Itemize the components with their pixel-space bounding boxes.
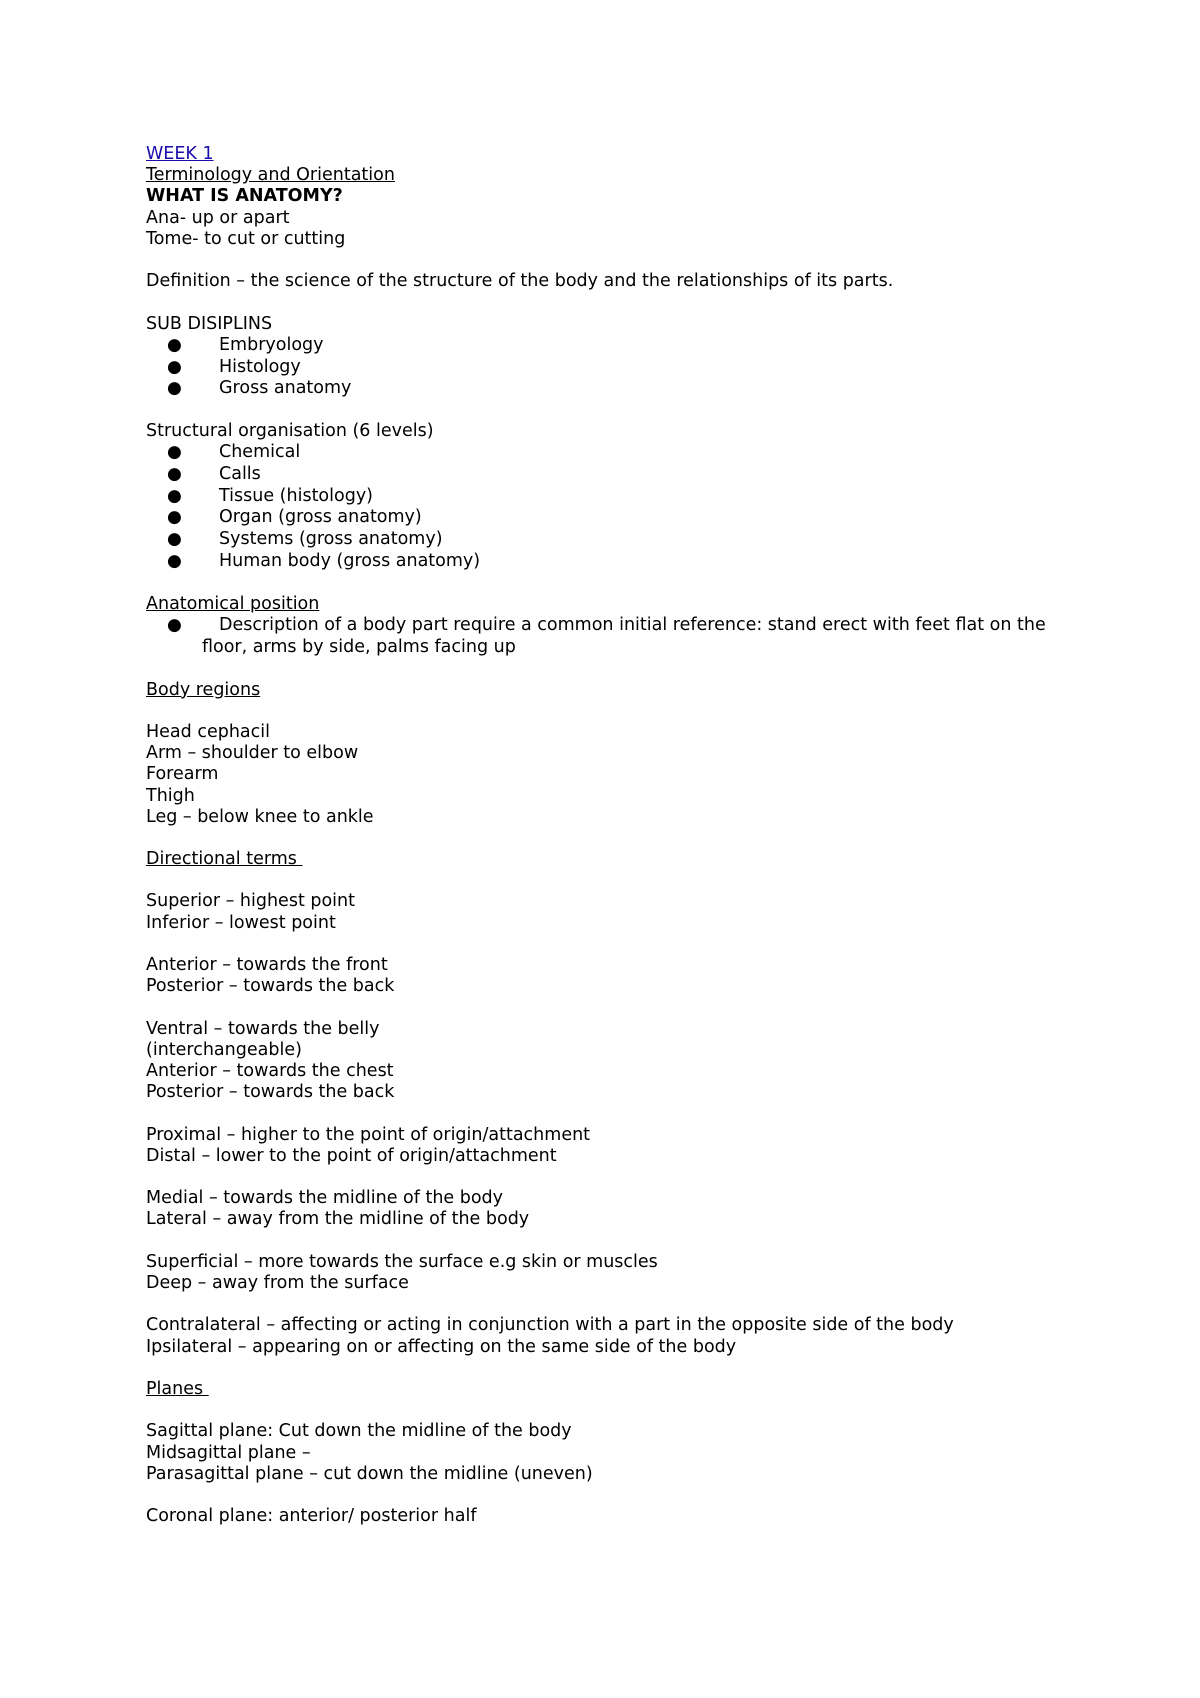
directional-line: Medial – towards the midline of the body: [146, 1188, 504, 1209]
spacer: [146, 828, 1076, 849]
body-region-line: Thigh: [146, 785, 195, 806]
planes-heading: Planes: [146, 1379, 209, 1400]
week-link[interactable]: WEEK 1: [146, 144, 214, 164]
spacer: [146, 1294, 1076, 1315]
subdisciplines-list: [146, 335, 1076, 400]
spacer: [146, 250, 1076, 271]
directional-line: Posterior – towards the back: [146, 1082, 395, 1103]
section-heading: WHAT IS ANATOMY?: [146, 186, 343, 207]
spacer: [146, 1103, 1076, 1124]
bullet-icon: ●: [167, 442, 182, 463]
spacer: [146, 1485, 1076, 1506]
spacer: [146, 1400, 1076, 1421]
directional-line: Distal – lower to the point of origin/attachment: [146, 1145, 557, 1166]
anatomical-position-heading: Anatomical position: [146, 593, 320, 614]
bullet-icon: ●: [167, 529, 182, 550]
list-item: ● Histology: [167, 356, 301, 377]
plane-line: Sagittal plane: Cut down the midline of the body: [146, 1421, 572, 1442]
bullet-icon: ●: [167, 614, 182, 635]
body-region-line: Head cephacil: [146, 721, 270, 742]
anatomical-position-list: [146, 615, 1076, 658]
spacer: [146, 1167, 1076, 1188]
directional-line: Superficial – more towards the surface e.g skin or muscles: [146, 1251, 658, 1272]
spacer: [146, 701, 1076, 722]
subdisciplines-heading: SUB DISIPLINS: [146, 313, 273, 334]
spacer: [146, 1231, 1076, 1252]
bullet-icon: ●: [167, 464, 182, 484]
list-item: ● Embryology: [167, 334, 324, 355]
list-item: ● Human body (gross anatomy): [167, 550, 481, 571]
list-item: ● Calls: [167, 464, 261, 484]
directional-line: Ipsilateral – appearing on or affecting on the same side of the body: [146, 1336, 737, 1357]
directional-heading: Directional terms: [146, 849, 303, 870]
list-item: ● Systems (gross anatomy): [167, 529, 443, 550]
bullet-icon: ●: [167, 356, 182, 377]
directional-line: Anterior – towards the front: [146, 955, 388, 976]
bullet-icon: ●: [167, 485, 182, 506]
structural-list: [146, 442, 1076, 572]
bullet-icon: ●: [167, 378, 182, 399]
bullet-icon: ●: [167, 507, 182, 528]
spacer: [146, 1358, 1076, 1379]
directional-line: Superior – highest point: [146, 891, 356, 912]
plane-line: Midsagittal plane –: [146, 1442, 311, 1463]
definition-text: Definition – the science of the structure of the body and the relationships of its parts.: [146, 271, 894, 292]
body-region-line: Arm – shoulder to elbow: [146, 743, 359, 764]
spacer: [146, 934, 1076, 955]
list-item: ● Tissue (histology): [167, 485, 373, 506]
body-region-line: Leg – below knee to ankle: [146, 806, 374, 827]
directional-line: Deep – away from the surface: [146, 1273, 409, 1294]
list-item: ● Chemical: [167, 442, 301, 463]
spacer: [146, 400, 1076, 421]
spacer: [146, 870, 1076, 891]
body-regions-heading: Body regions: [146, 679, 261, 700]
list-item: ● Description of a body part require a common initial reference: stand erect with feet flat on the floor, arms by side, palms facing up: [167, 614, 1046, 657]
list-item: ● Gross anatomy: [167, 378, 352, 399]
spacer: [146, 658, 1076, 679]
directional-line: Ventral – towards the belly: [146, 1018, 380, 1039]
body-region-line: Forearm: [146, 764, 219, 785]
directional-line: (interchangeable): [146, 1039, 302, 1060]
directional-line: Inferior – lowest point: [146, 912, 336, 933]
spacer: [146, 573, 1076, 594]
directional-line: Anterior – towards the chest: [146, 1061, 394, 1082]
directional-line: Posterior – towards the back: [146, 976, 395, 997]
bullet-icon: ●: [167, 334, 182, 355]
structural-heading: Structural organisation (6 levels): [146, 421, 434, 442]
list-item: ● Organ (gross anatomy): [167, 507, 422, 528]
etymology-line: Tome- to cut or cutting: [146, 228, 346, 249]
directional-line: Contralateral – affecting or acting in conjunction with a part in the opposite side of the body: [146, 1315, 954, 1336]
etymology-line: Ana- up or apart: [146, 207, 290, 228]
document-page: [146, 144, 1076, 1527]
plane-line: Parasagittal plane – cut down the midline (uneven): [146, 1463, 593, 1484]
directional-line: Proximal – higher to the point of origin/attachment: [146, 1124, 591, 1145]
directional-line: Lateral – away from the midline of the body: [146, 1209, 530, 1230]
spacer: [146, 292, 1076, 313]
plane-line: Coronal plane: anterior/ posterior half: [146, 1506, 477, 1527]
topic-title: Terminology and Orientation: [146, 165, 395, 186]
spacer: [146, 997, 1076, 1018]
bullet-icon: ●: [167, 550, 182, 571]
